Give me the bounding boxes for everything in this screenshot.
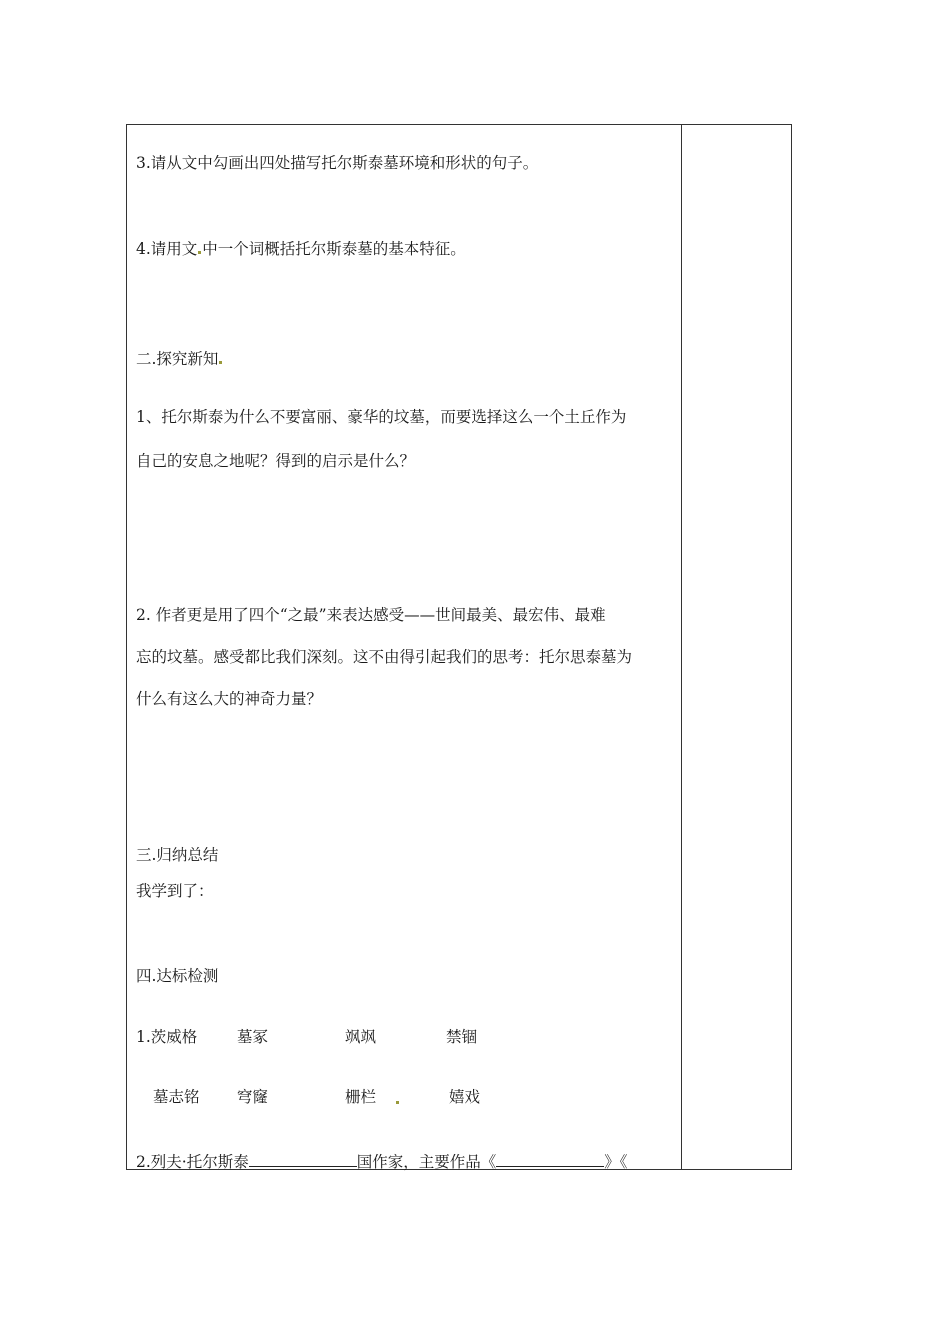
word-item: 穹窿 xyxy=(237,1088,269,1106)
section-3-heading: 三.归纳总结 xyxy=(136,846,219,864)
word-item: 嬉戏 xyxy=(449,1088,481,1106)
word-item: 墓志铭 xyxy=(153,1088,200,1106)
column-divider xyxy=(681,125,682,1169)
fill-blank-line: 2.列夫·托尔斯泰 国作家，主要作品《 》《 xyxy=(136,1150,628,1172)
question-4: 4.请用文 中一个词概括托尔斯泰墓的基本特征。 xyxy=(136,240,466,258)
word-item: 栅栏 xyxy=(345,1088,377,1106)
explore-q2-line1: 2. 作者更是用了四个“之最”来表达感受——世间最美、最宏伟、最难 xyxy=(136,606,606,624)
explore-q2-line2: 忘的坟墓。感受都比我们深刻。这不由得引起我们的思考：托尔思泰墓为 xyxy=(136,648,633,666)
learned-label: 我学到了： xyxy=(136,882,214,900)
mark-dot xyxy=(396,1101,399,1104)
worksheet-table xyxy=(126,124,792,1170)
mark-dot xyxy=(198,251,201,254)
word-item: 飒飒 xyxy=(345,1028,377,1046)
word-item: 墓冢 xyxy=(237,1028,269,1046)
explore-q1-line2: 自己的安息之地呢？得到的启示是什么？ xyxy=(136,452,416,470)
answer-blank[interactable] xyxy=(496,1150,604,1167)
word-row1-lead: 1.茨威格 xyxy=(136,1028,198,1046)
explore-q2-line3: 什么有这么大的神奇力量？ xyxy=(136,690,323,708)
question-3: 3.请从文中勾画出四处描写托尔斯泰墓环境和形状的句子。 xyxy=(136,154,539,172)
word-item: 禁锢 xyxy=(446,1028,478,1046)
mark-dot xyxy=(219,361,222,364)
section-2-heading: 二.探究新知 xyxy=(136,349,223,369)
explore-q1-line1: 1、托尔斯泰为什么不要富丽、豪华的坟墓，而要选择这么一个土丘作为 xyxy=(136,408,627,426)
section-4-heading: 四.达标检测 xyxy=(136,967,219,985)
answer-blank[interactable] xyxy=(249,1150,357,1167)
